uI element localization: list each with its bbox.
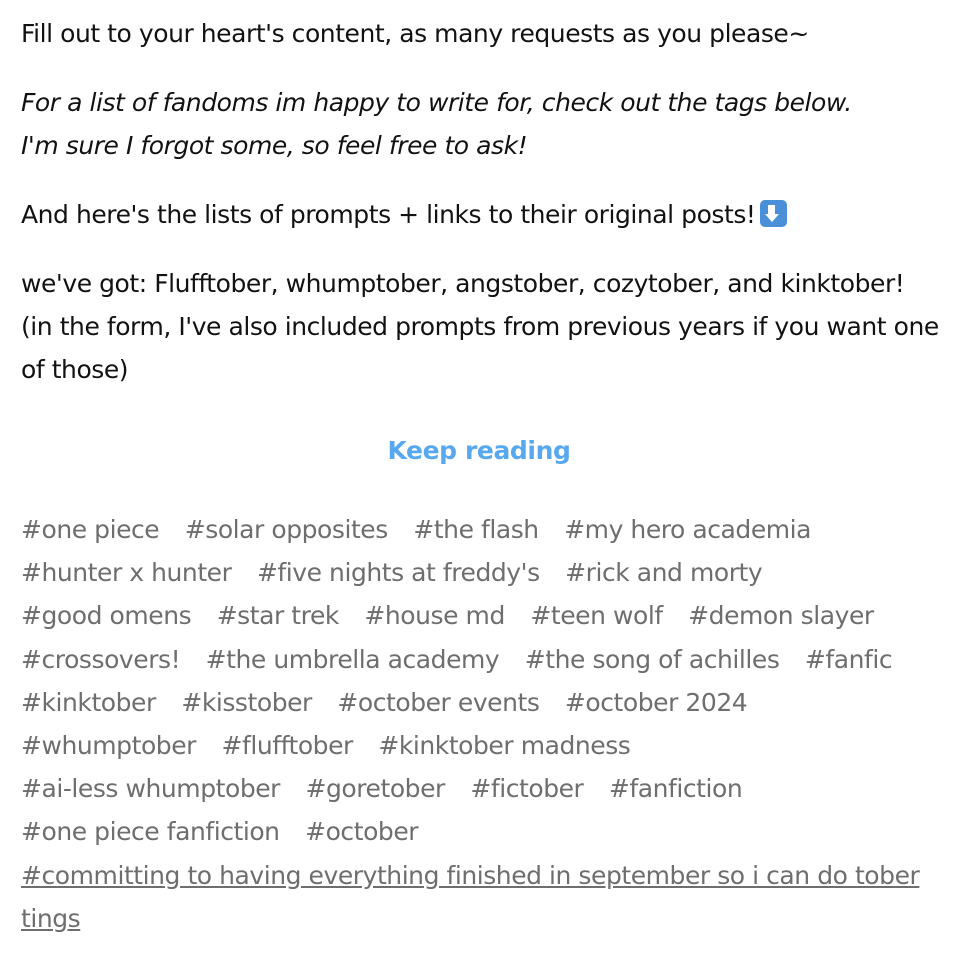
tag-link[interactable]: #kinktober xyxy=(21,687,156,717)
tag-link[interactable]: #solar opposites xyxy=(184,515,388,544)
tag-link[interactable]: #the song of achilles xyxy=(524,644,780,674)
tag-link[interactable]: #star trek xyxy=(216,601,339,631)
tag-link[interactable]: #one piece fanfiction xyxy=(21,817,280,847)
tag-link[interactable]: #october 2024 xyxy=(564,687,748,717)
tag-link[interactable]: #whumptober xyxy=(21,731,196,761)
tag-link[interactable]: #the umbrella academy xyxy=(205,644,500,674)
tag-link[interactable]: #five nights at freddy's xyxy=(256,558,540,588)
tag-link[interactable]: #crossovers! xyxy=(21,644,181,674)
tag-link[interactable]: #fictober xyxy=(470,774,584,804)
tag-link-hovered[interactable]: #committing to having everything finished in september so i can do tober tings xyxy=(21,860,920,933)
post-paragraph: Fill out to your heart's content, as many requests as you please~ xyxy=(21,19,809,48)
tag-link[interactable]: #flufftober xyxy=(221,731,353,761)
tag-link[interactable]: #good omens xyxy=(21,601,192,631)
tag-link[interactable]: #house md xyxy=(364,601,505,631)
tag-link[interactable]: #fanfic xyxy=(804,644,893,674)
tag-link[interactable]: #demon slayer xyxy=(688,601,874,631)
tag-link[interactable]: #teen wolf xyxy=(530,601,663,631)
post-paragraph: we've got: Flufftober, whumptober, angstober, cozytober, and kinktober! (in the form, I've also included prompts from previous years if you want one of those) xyxy=(21,269,939,384)
tag-link[interactable]: #rick and morty xyxy=(565,558,763,588)
tag-link[interactable]: #my hero academia xyxy=(564,515,812,544)
tag-list xyxy=(21,508,941,940)
keep-reading-link[interactable]: Keep reading xyxy=(387,436,571,465)
tag-link[interactable]: #ai-less whumptober xyxy=(21,774,280,804)
tag-link[interactable]: #october xyxy=(305,817,419,847)
post-paragraph-line: For a list of fandoms im happy to write for, check out the tags below. xyxy=(21,88,852,117)
post-paragraph-line: I'm sure I forgot some, so feel free to ask! xyxy=(21,131,528,160)
post-body xyxy=(21,12,941,940)
post-paragraph-italic xyxy=(21,81,941,167)
tag-link[interactable]: #goretober xyxy=(305,774,445,804)
post-paragraph-text: And here's the lists of prompts + links to their original posts! xyxy=(21,200,756,229)
tag-link[interactable]: #kinktober madness xyxy=(378,731,631,761)
tag-link[interactable]: #kisstober xyxy=(181,687,312,717)
down-arrow-icon xyxy=(760,200,787,227)
tag-link[interactable]: #one piece xyxy=(21,515,160,544)
tag-link[interactable]: #october events xyxy=(337,687,540,717)
tag-link[interactable]: #hunter x hunter xyxy=(21,558,232,588)
tag-link[interactable]: #fanfiction xyxy=(608,774,743,804)
tag-link[interactable]: #the flash xyxy=(413,515,539,544)
post-paragraph xyxy=(21,193,941,236)
